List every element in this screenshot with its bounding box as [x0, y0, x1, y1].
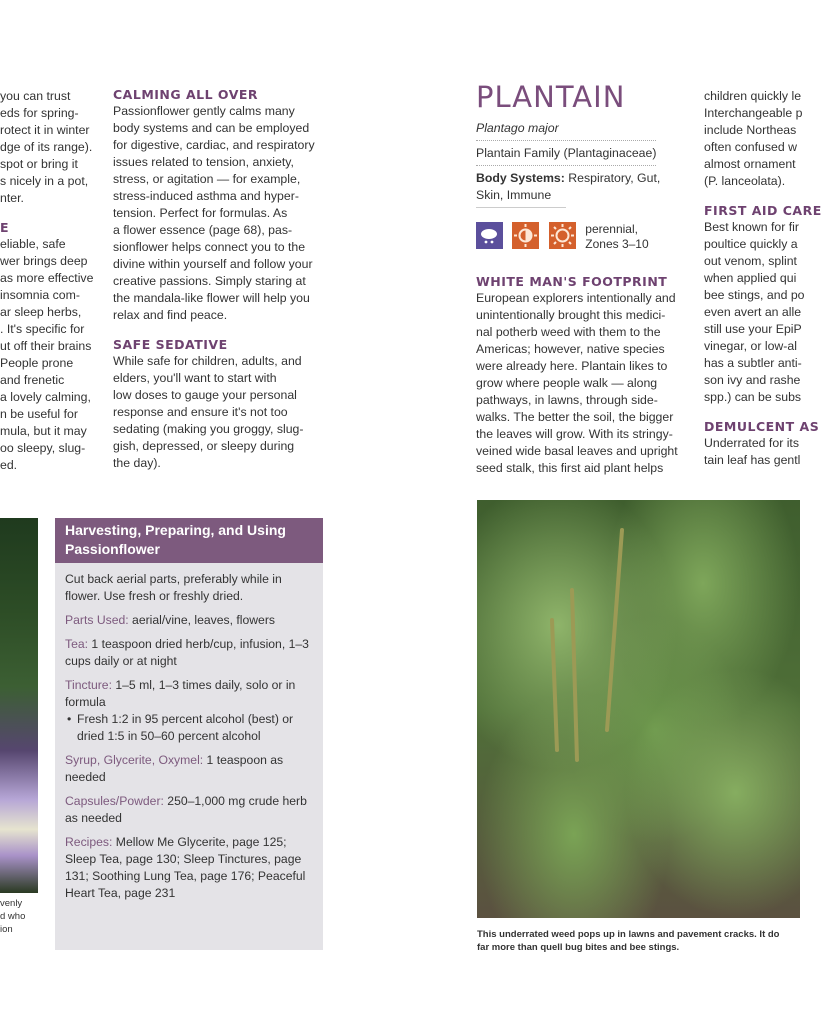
text-line: pathways, in lawns, through side-: [476, 393, 658, 407]
heading-demulcent: DEMULCENT AS: [704, 419, 820, 434]
heading-calming-all-over: CALMING ALL OVER: [113, 87, 259, 102]
footprint-section: [476, 273, 691, 477]
body-systems: Body Systems: Respiratory, Gut, Skin, Immune: [476, 171, 661, 202]
text-line: as more effective: [0, 271, 94, 285]
plantain-photo: [477, 500, 800, 918]
text-line: you can trust: [0, 89, 71, 103]
text-line: d who: [0, 911, 26, 922]
text-line: European explorers intentionally and: [476, 291, 676, 305]
text-line: mula, but it may: [0, 424, 87, 438]
text-line: ed.: [0, 458, 18, 472]
syrup-dosage: Syrup, Glycerite, Oxymel: 1 teaspoon as needed: [65, 753, 284, 784]
right-column-text: [704, 88, 822, 469]
text-line: ut off their brains: [0, 339, 92, 353]
text-line: s nicely in a pot,: [0, 174, 89, 188]
text-line: eliable, safe: [0, 237, 66, 251]
parts-used: Parts Used: aerial/vine, leaves, flowers: [65, 613, 275, 627]
text-line: spot or bring it: [0, 157, 78, 171]
text-line: poultice quickly a: [704, 237, 798, 251]
text-line: People prone: [0, 356, 74, 370]
capsules-dosage: Capsules/Powder: 250–1,000 mg crude herb as needed: [65, 794, 307, 825]
text-line: insomnia com-: [0, 288, 80, 302]
growing-conditions: [476, 222, 686, 252]
text-line: bee stings, and po: [704, 288, 805, 302]
heading-white-mans-footprint: WHITE MAN'S FOOTPRINT: [476, 274, 668, 289]
section-heading: E: [0, 220, 10, 235]
text-line: (P. lanceolata).: [704, 174, 786, 188]
text-line: vinegar, or low-al: [704, 339, 797, 353]
text-line: dge of its range).: [0, 140, 93, 154]
text-line: response and ensure it's not too: [113, 405, 288, 419]
text-line: stress-induced asthma and hyper-: [113, 189, 299, 203]
text-line: While safe for children, adults, and: [113, 354, 302, 368]
text-line: relax and find peace.: [113, 308, 228, 322]
text-line: Americas; however, native species: [476, 342, 665, 356]
growth-info: perennial, Zones 3–10: [585, 222, 649, 251]
text-line: . It's specific for: [0, 322, 85, 336]
text-line: a flower essence (page 68), pas-: [113, 223, 293, 237]
text-line: almost ornament: [704, 157, 796, 171]
page-title: PLANTAIN: [476, 80, 626, 114]
text-line: include Northeas: [704, 123, 797, 137]
moist-soil-icon: [476, 222, 503, 249]
part-shade-icon: [512, 222, 539, 249]
plant-info: [476, 120, 686, 252]
text-line: nal potherb weed with them to the: [476, 325, 661, 339]
text-line: oo sleepy, slug-: [0, 441, 86, 455]
harvesting-sidebar-box: [55, 518, 323, 950]
text-line: Underrated for its: [704, 436, 800, 450]
text-line: ar sleep herbs,: [0, 305, 82, 319]
text-line: issues related to tension, anxiety,: [113, 155, 294, 169]
text-line: spp.) can be subs: [704, 390, 802, 404]
text-line: veined wide basal leaves and upright: [476, 444, 678, 458]
recipes: Recipes: Mellow Me Glycerite, page 125; Sleep Tea, page 130; Sleep Tinctures, page 131; Soothing Lung Tea, page 176; Peaceful Heart Tea, page 231: [65, 835, 306, 900]
text-line: for digestive, cardiac, and respiratory: [113, 138, 315, 152]
text-line: children quickly le: [704, 89, 802, 103]
text-line: grow where people walk — along: [476, 376, 658, 390]
text-line: sionflower helps connect you to the: [113, 240, 306, 254]
text-line: the day).: [113, 456, 161, 470]
text-line: divine within yourself and follow your: [113, 257, 313, 271]
text-line: ion: [0, 924, 13, 935]
heading-first-aid-care: FIRST AID CARE: [704, 203, 822, 218]
text-line: gish, depressed, or sleepy during: [113, 439, 295, 453]
box-title: Harvesting, Preparing, and Using Passionflower: [55, 518, 323, 563]
text-line: tension. Perfect for formulas. As: [113, 206, 288, 220]
text-line: wer brings deep: [0, 254, 88, 268]
text-line: Passionflower gently calms many: [113, 104, 295, 118]
text-line: creative passions. Simply staring at: [113, 274, 306, 288]
text-line: low doses to gauge your personal: [113, 388, 297, 402]
middle-column-text: [113, 86, 328, 472]
text-line: even avert an alle: [704, 305, 802, 319]
text-line: body systems and can be employed: [113, 121, 310, 135]
text-line: seed stalk, this first aid plant helps: [476, 461, 664, 475]
full-sun-icon: [549, 222, 576, 249]
text-line: Best known for fir: [704, 220, 799, 234]
text-line: stress, or agitation — for example,: [113, 172, 301, 186]
text-line: out venom, splint: [704, 254, 797, 268]
tea-dosage: Tea: 1 teaspoon dried herb/cup, infusion, 1–3 cups daily or at night: [65, 637, 309, 668]
tincture-dosage: Tincture: 1–5 ml, 1–3 times daily, solo or in formula: [65, 678, 296, 709]
text-line: often confused w: [704, 140, 797, 154]
text-line: elders, you'll want to start with: [113, 371, 277, 385]
passionflower-photo: [0, 518, 38, 893]
left-column-text: [0, 88, 100, 474]
latin-name: Plantago major: [476, 121, 559, 135]
text-line: when applied qui: [704, 271, 797, 285]
tincture-bullet: • Fresh 1:2 in 95 percent alcohol (best) or dried 1:5 in 50–60 percent alcohol: [67, 712, 294, 743]
text-line: has a subtler anti-: [704, 356, 802, 370]
text-line: and frenetic: [0, 373, 65, 387]
text-line: the leaves will grow. With its stringy-: [476, 427, 673, 441]
text-line: tain leaf has gentl: [704, 453, 801, 467]
text-line: venly: [0, 898, 23, 909]
text-line: unintentionally brought this medici-: [476, 308, 666, 322]
text-line: the mandala-like flower will help you: [113, 291, 310, 305]
text-line: eds for spring-: [0, 106, 79, 120]
photo-caption: [0, 897, 40, 936]
text-line: a lovely calming,: [0, 390, 91, 404]
box-intro: Cut back aerial parts, preferably while in flower. Use fresh or freshly dried.: [65, 572, 282, 603]
text-line: son ivy and rashe: [704, 373, 801, 387]
text-line: rotect it in winter: [0, 123, 90, 137]
text-line: nter.: [0, 191, 24, 205]
plantain-photo-caption: This underrated weed pops up in lawns and pavement cracks. It do far more than quell bug bites and bee stings.: [477, 929, 780, 953]
text-line: n be useful for: [0, 407, 78, 421]
text-line: still use your EpiP: [704, 322, 802, 336]
text-line: walks. The better the soil, the bigger: [476, 410, 674, 424]
text-line: were already here. Plantain likes to: [476, 359, 668, 373]
plant-family: Plantain Family (Plantaginaceae): [476, 146, 657, 160]
text-line: Interchangeable p: [704, 106, 803, 120]
text-line: sedating (making you groggy, slug-: [113, 422, 304, 436]
heading-safe-sedative: SAFE SEDATIVE: [113, 337, 228, 352]
